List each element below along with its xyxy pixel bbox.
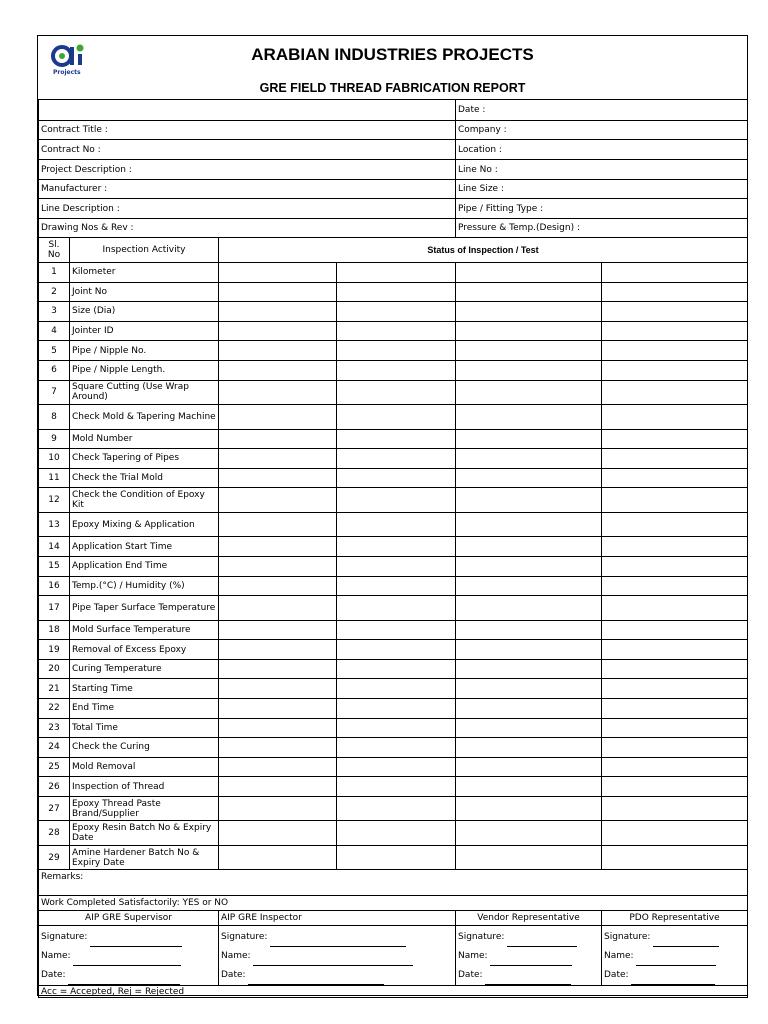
activity-label: Pipe Taper Surface Temperature	[70, 596, 219, 621]
status-cell[interactable]	[456, 596, 602, 621]
status-cell[interactable]	[456, 341, 602, 361]
activity-row	[39, 282, 748, 302]
activity-number: 15	[39, 556, 70, 576]
status-cell[interactable]	[456, 468, 602, 488]
date-field[interactable]: Date :	[456, 100, 748, 121]
activity-number: 23	[39, 718, 70, 738]
status-cell[interactable]	[337, 596, 456, 621]
status-cell[interactable]	[602, 449, 748, 469]
name-line[interactable]	[636, 956, 716, 966]
status-cell[interactable]	[337, 341, 456, 361]
status-cell[interactable]	[337, 537, 456, 557]
signature-label: Signature:	[604, 932, 651, 943]
activity-number: 28	[39, 821, 70, 846]
report-sheet	[37, 35, 748, 996]
role-vendor: Vendor Representative	[456, 911, 602, 926]
activity-number: 26	[39, 777, 70, 797]
logo-caption: Projects	[53, 69, 81, 76]
status-cell[interactable]	[219, 537, 337, 557]
activity-row	[39, 796, 748, 821]
report-table	[38, 99, 748, 998]
activity-row	[39, 468, 748, 488]
status-cell[interactable]	[219, 821, 337, 846]
activity-row	[39, 449, 748, 469]
activity-label: Check Mold & Tapering Machine	[70, 405, 219, 430]
activity-row	[39, 738, 748, 758]
activity-rows	[39, 263, 748, 870]
activity-label: Application Start Time	[70, 537, 219, 557]
name-line[interactable]	[73, 956, 181, 966]
pressure-temp-field[interactable]: Pressure & Temp.(Design) :	[456, 219, 748, 238]
activity-number: 22	[39, 699, 70, 719]
activity-label: Mold Removal	[70, 757, 219, 777]
status-cell[interactable]	[602, 777, 748, 797]
status-cell[interactable]	[602, 488, 748, 513]
status-cell[interactable]	[602, 679, 748, 699]
activity-label: Jointer ID	[70, 321, 219, 341]
status-cell[interactable]	[456, 360, 602, 380]
sl-no-header: Sl. No	[39, 238, 70, 263]
status-cell[interactable]	[602, 282, 748, 302]
activity-label: Check the Condition of Epoxy Kit	[70, 488, 219, 513]
status-cell[interactable]	[456, 512, 602, 537]
status-cell[interactable]	[219, 777, 337, 797]
signature-block	[39, 926, 748, 986]
activity-number: 27	[39, 796, 70, 821]
pdo-sign-block	[602, 926, 748, 986]
status-cell[interactable]	[602, 429, 748, 449]
status-cell[interactable]	[456, 282, 602, 302]
remarks-field[interactable]: Remarks:	[39, 870, 748, 896]
status-cell[interactable]	[219, 468, 337, 488]
status-cell[interactable]	[602, 596, 748, 621]
status-cell[interactable]	[337, 512, 456, 537]
status-cell[interactable]	[337, 640, 456, 660]
company-field[interactable]: Company :	[456, 121, 748, 140]
status-cell[interactable]	[456, 738, 602, 758]
manufacturer-field[interactable]: Manufacturer :	[39, 180, 456, 199]
status-cell[interactable]	[219, 679, 337, 699]
status-cell[interactable]	[337, 321, 456, 341]
activity-row	[39, 777, 748, 797]
status-cell[interactable]	[337, 777, 456, 797]
date-line[interactable]	[248, 975, 384, 985]
name-line[interactable]	[253, 956, 413, 966]
activity-row	[39, 679, 748, 699]
drawing-nos-field[interactable]: Drawing Nos & Rev :	[39, 219, 456, 238]
status-cell[interactable]	[602, 640, 748, 660]
status-cell[interactable]	[337, 718, 456, 738]
status-cell[interactable]	[456, 263, 602, 283]
status-cell[interactable]	[337, 576, 456, 596]
status-cell[interactable]	[219, 796, 337, 821]
status-cell[interactable]	[337, 679, 456, 699]
status-cell[interactable]	[602, 405, 748, 430]
activity-number: 6	[39, 360, 70, 380]
name-label: Name:	[458, 951, 488, 962]
project-description-field[interactable]: Project Description :	[39, 160, 456, 180]
role-pdo: PDO Representative	[602, 911, 748, 926]
role-aip-supervisor: AIP GRE Supervisor	[39, 911, 219, 926]
activity-label: Epoxy Mixing & Application	[70, 512, 219, 537]
status-cell[interactable]	[219, 360, 337, 380]
status-cell[interactable]	[602, 821, 748, 846]
status-cell[interactable]	[337, 302, 456, 322]
activity-label: Pipe / Nipple Length.	[70, 360, 219, 380]
activity-number: 5	[39, 341, 70, 361]
activity-number: 20	[39, 659, 70, 679]
signature-label: Signature:	[458, 932, 505, 943]
legend-note: Acc = Accepted, Rej = Rejected	[39, 986, 748, 998]
activity-row	[39, 429, 748, 449]
activity-number: 25	[39, 757, 70, 777]
status-cell[interactable]	[602, 556, 748, 576]
status-cell[interactable]	[456, 821, 602, 846]
status-cell[interactable]	[337, 659, 456, 679]
status-cell[interactable]	[337, 620, 456, 640]
activity-number: 17	[39, 596, 70, 621]
activity-label: Square Cutting (Use Wrap Around)	[70, 380, 219, 405]
supervisor-sign-block	[39, 926, 219, 986]
status-cell[interactable]	[337, 845, 456, 870]
status-cell[interactable]	[219, 596, 337, 621]
status-cell[interactable]	[337, 405, 456, 430]
status-cell[interactable]	[337, 738, 456, 758]
status-cell[interactable]	[456, 488, 602, 513]
activity-row	[39, 718, 748, 738]
status-cell[interactable]	[602, 659, 748, 679]
status-cell[interactable]	[456, 302, 602, 322]
status-cell[interactable]	[219, 449, 337, 469]
activity-row	[39, 380, 748, 405]
status-cell[interactable]	[219, 659, 337, 679]
activity-label: Kilometer	[70, 263, 219, 283]
status-cell[interactable]	[456, 380, 602, 405]
activity-label: Mold Surface Temperature	[70, 620, 219, 640]
status-cell[interactable]	[219, 576, 337, 596]
activity-row	[39, 405, 748, 430]
status-cell[interactable]	[219, 429, 337, 449]
status-cell[interactable]	[602, 757, 748, 777]
status-cell[interactable]	[337, 556, 456, 576]
status-cell[interactable]	[456, 321, 602, 341]
status-cell[interactable]	[456, 796, 602, 821]
status-cell[interactable]	[456, 718, 602, 738]
date-line[interactable]	[631, 975, 715, 985]
status-cell[interactable]	[456, 449, 602, 469]
line-description-field[interactable]: Line Description :	[39, 199, 456, 219]
status-cell[interactable]	[456, 576, 602, 596]
status-cell[interactable]	[219, 640, 337, 660]
name-label: Name:	[221, 951, 251, 962]
company-title: ARABIAN INDUSTRIES PROJECTS	[251, 45, 534, 64]
activity-label: Epoxy Thread Paste Brand/Supplier	[70, 796, 219, 821]
activity-label: Check the Trial Mold	[70, 468, 219, 488]
activity-row	[39, 757, 748, 777]
status-cell[interactable]	[602, 845, 748, 870]
status-cell[interactable]	[219, 341, 337, 361]
status-cell[interactable]	[337, 282, 456, 302]
name-label: Name:	[41, 951, 71, 962]
activity-row	[39, 512, 748, 537]
status-cell[interactable]	[602, 537, 748, 557]
activity-row	[39, 699, 748, 719]
status-cell[interactable]	[219, 263, 337, 283]
status-cell[interactable]	[219, 405, 337, 430]
pipe-fitting-type-field[interactable]: Pipe / Fitting Type :	[456, 199, 748, 219]
signature-label: Signature:	[221, 932, 268, 943]
status-cell[interactable]	[219, 620, 337, 640]
activity-number: 1	[39, 263, 70, 283]
status-cell[interactable]	[219, 321, 337, 341]
activity-label: Mold Number	[70, 429, 219, 449]
date-line[interactable]	[68, 975, 180, 985]
status-cell[interactable]	[456, 845, 602, 870]
status-cell[interactable]	[219, 556, 337, 576]
activity-number: 8	[39, 405, 70, 430]
activity-number: 10	[39, 449, 70, 469]
status-cell[interactable]	[456, 537, 602, 557]
activity-label: Pipe / Nipple No.	[70, 341, 219, 361]
status-cell[interactable]	[456, 640, 602, 660]
activity-row	[39, 537, 748, 557]
inspector-sign-block	[219, 926, 456, 986]
activity-row	[39, 821, 748, 846]
status-cell[interactable]	[456, 429, 602, 449]
date-label: Date:	[41, 970, 66, 981]
status-cell[interactable]	[602, 576, 748, 596]
status-cell[interactable]	[337, 699, 456, 719]
date-label: Date:	[221, 970, 246, 981]
status-cell[interactable]	[602, 302, 748, 322]
activity-row	[39, 845, 748, 870]
status-cell[interactable]	[602, 796, 748, 821]
status-cell[interactable]	[337, 360, 456, 380]
status-cell[interactable]	[219, 738, 337, 758]
status-cell[interactable]	[337, 429, 456, 449]
status-cell[interactable]	[456, 620, 602, 640]
status-cell[interactable]	[456, 659, 602, 679]
vendor-sign-block	[456, 926, 602, 986]
activity-number: 7	[39, 380, 70, 405]
status-cell[interactable]	[337, 468, 456, 488]
status-cell[interactable]	[337, 821, 456, 846]
line-size-field[interactable]: Line Size :	[456, 180, 748, 199]
activity-number: 3	[39, 302, 70, 322]
activity-label: Curing Temperature	[70, 659, 219, 679]
status-cell[interactable]	[219, 282, 337, 302]
status-cell[interactable]	[219, 718, 337, 738]
status-cell[interactable]	[602, 718, 748, 738]
name-line[interactable]	[490, 956, 572, 966]
status-cell[interactable]	[337, 796, 456, 821]
status-cell[interactable]	[602, 738, 748, 758]
status-cell[interactable]	[219, 302, 337, 322]
status-cell[interactable]	[219, 512, 337, 537]
status-cell[interactable]	[219, 845, 337, 870]
status-cell[interactable]	[602, 699, 748, 719]
blank-cell	[39, 100, 456, 121]
activity-label: Removal of Excess Epoxy	[70, 640, 219, 660]
status-cell[interactable]	[602, 620, 748, 640]
activity-label: Epoxy Resin Batch No & Expiry Date	[70, 821, 219, 846]
name-label: Name:	[604, 951, 634, 962]
activity-number: 9	[39, 429, 70, 449]
activity-label: Amine Hardener Batch No & Expiry Date	[70, 845, 219, 870]
status-cell[interactable]	[337, 263, 456, 283]
activity-label: Application End Time	[70, 556, 219, 576]
activity-row	[39, 640, 748, 660]
activity-label: Size (Dia)	[70, 302, 219, 322]
activity-row	[39, 576, 748, 596]
status-cell[interactable]	[456, 757, 602, 777]
activity-label: Total Time	[70, 718, 219, 738]
date-label: Date:	[604, 970, 629, 981]
activity-row	[39, 341, 748, 361]
status-cell[interactable]	[602, 360, 748, 380]
activity-row	[39, 659, 748, 679]
status-cell[interactable]	[456, 556, 602, 576]
activity-row	[39, 360, 748, 380]
contract-no-field[interactable]: Contract No :	[39, 140, 456, 160]
status-cell[interactable]	[219, 757, 337, 777]
activity-label: End Time	[70, 699, 219, 719]
signature-line[interactable]	[507, 937, 577, 947]
status-cell[interactable]	[602, 321, 748, 341]
location-field[interactable]: Location :	[456, 140, 748, 160]
activity-label: Temp.(°C) / Humidity (%)	[70, 576, 219, 596]
work-completed-field[interactable]: Work Completed Satisfactorily: YES or NO	[39, 896, 748, 911]
activity-number: 19	[39, 640, 70, 660]
contract-title-field[interactable]: Contract Title :	[39, 121, 456, 140]
signature-line[interactable]	[90, 937, 182, 947]
status-cell[interactable]	[602, 263, 748, 283]
activity-label: Joint No	[70, 282, 219, 302]
status-cell[interactable]	[456, 405, 602, 430]
signature-line[interactable]	[270, 937, 406, 947]
status-cell[interactable]	[219, 699, 337, 719]
activity-number: 21	[39, 679, 70, 699]
status-header: Status of Inspection / Test	[219, 238, 748, 263]
status-cell[interactable]	[456, 699, 602, 719]
activity-label: Starting Time	[70, 679, 219, 699]
activity-row	[39, 302, 748, 322]
activity-row	[39, 263, 748, 283]
status-cell[interactable]	[456, 777, 602, 797]
activity-number: 29	[39, 845, 70, 870]
activity-number: 4	[39, 321, 70, 341]
activity-number: 2	[39, 282, 70, 302]
inspection-activity-header: Inspection Activity	[70, 238, 219, 263]
activity-label: Check Tapering of Pipes	[70, 449, 219, 469]
status-cell[interactable]	[219, 488, 337, 513]
activity-row	[39, 321, 748, 341]
status-cell[interactable]	[456, 679, 602, 699]
activity-row	[39, 620, 748, 640]
activity-number: 13	[39, 512, 70, 537]
status-cell[interactable]	[337, 449, 456, 469]
role-aip-inspector: AIP GRE Inspector	[219, 911, 456, 926]
report-title: GRE FIELD THREAD FABRICATION REPORT	[259, 81, 526, 95]
activity-number: 12	[39, 488, 70, 513]
line-no-field[interactable]: Line No :	[456, 160, 748, 180]
status-cell[interactable]	[337, 488, 456, 513]
activity-row	[39, 556, 748, 576]
status-cell[interactable]	[602, 341, 748, 361]
date-line[interactable]	[485, 975, 571, 985]
activity-row	[39, 596, 748, 621]
status-cell[interactable]	[602, 380, 748, 405]
status-cell[interactable]	[219, 380, 337, 405]
status-cell[interactable]	[602, 512, 748, 537]
activity-number: 14	[39, 537, 70, 557]
activity-label: Check the Curing	[70, 738, 219, 758]
status-cell[interactable]	[337, 380, 456, 405]
date-label: Date:	[458, 970, 483, 981]
activity-number: 18	[39, 620, 70, 640]
activity-number: 24	[39, 738, 70, 758]
signature-label: Signature:	[41, 932, 88, 943]
status-cell[interactable]	[602, 468, 748, 488]
activity-label: Inspection of Thread	[70, 777, 219, 797]
activity-number: 16	[39, 576, 70, 596]
activity-number: 11	[39, 468, 70, 488]
signature-line[interactable]	[653, 937, 719, 947]
status-cell[interactable]	[337, 757, 456, 777]
activity-row	[39, 488, 748, 513]
